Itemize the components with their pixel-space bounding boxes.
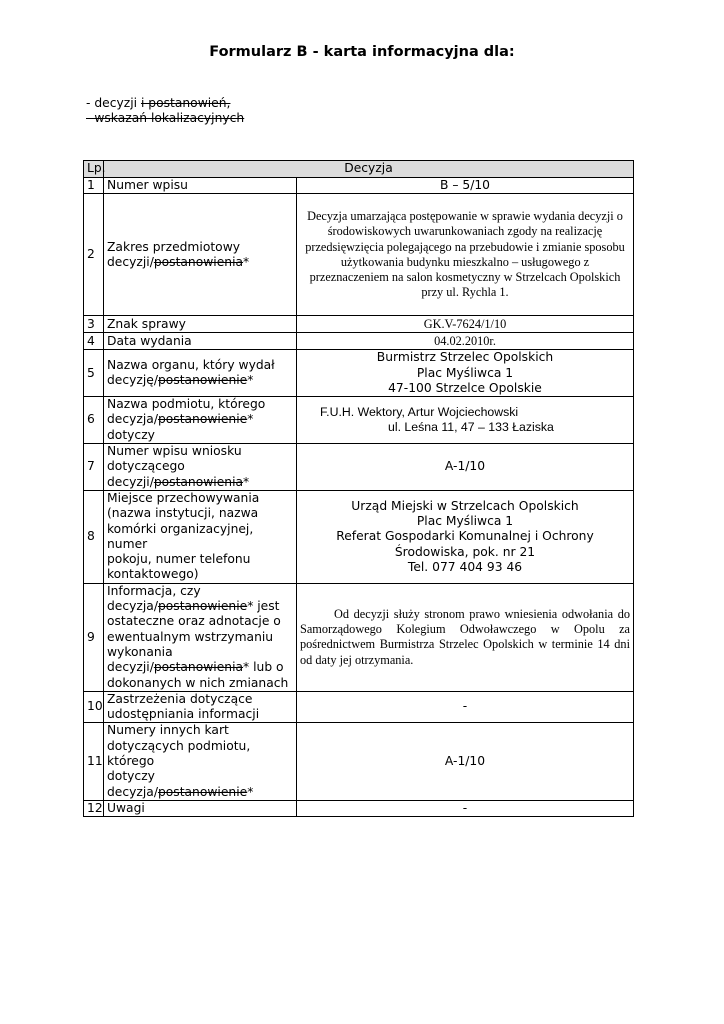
label-struck-text: postanowienie [157, 412, 248, 427]
value-line: Środowiska, pok. nr 21 [394, 544, 536, 559]
row-label [104, 397, 297, 444]
label-text: * [247, 412, 254, 427]
label-struck-text: postanowienie [157, 599, 248, 614]
label-line: pokoju, numer telefonu [107, 552, 251, 567]
label-text: ostateczne oraz adnotacje o [107, 614, 281, 629]
label-text: dokonanych w nich zmianach [107, 675, 289, 690]
header-decision: Decyzja [104, 161, 634, 178]
label-text: decyzja/ [107, 599, 158, 614]
row-value [297, 583, 634, 691]
table-row [84, 194, 634, 316]
value-line: Burmistrz Strzelec Opolskich [376, 350, 554, 365]
label-text: Nazwa organu, który wydał [107, 357, 275, 372]
row-value: 04.02.2010r. [297, 333, 634, 350]
doc-type-location-struck: - wskazań lokalizacyjnych [86, 111, 245, 125]
label-text: Zakres przedmiotowy [107, 239, 241, 254]
label-line: kontaktowego) [107, 567, 199, 582]
label-line: Miejsce przechowywania [107, 490, 260, 505]
label-text: * lub o [243, 660, 284, 675]
row-label [104, 490, 297, 583]
label-text: decyzja/ [107, 412, 158, 427]
row-number: 6 [84, 397, 104, 444]
row-label: Data wydania [104, 333, 297, 350]
row-label [104, 194, 297, 316]
label-text: decyzji/ [107, 660, 154, 675]
label-struck-text: postanowienie [158, 373, 248, 388]
label-text: dotyczy [107, 769, 155, 784]
row-value: Decyzja umarzająca postępowanie w sprawie wydania decyzji o środowiskowych uwarunkowaniach zgody na realizację przedsięwzięcia polegającego na przebudowie i zmianie sposobu użytkowania budynku mieszkalno – usługowego z przeznaczeniem na salon kosmetyczny w Strzelcach Opolskich przy ul. Rychla 1. [297, 194, 634, 316]
form-title: Formularz B - karta informacyjna dla: [209, 44, 515, 60]
information-card-table [83, 160, 634, 817]
label-text: decyzji/ [107, 474, 154, 489]
row-number: 11 [84, 723, 104, 800]
row-value: A-1/10 [297, 723, 634, 800]
row-number: 9 [84, 583, 104, 691]
value-line: Urząd Miejski w Strzelcach Opolskich [351, 498, 579, 513]
row-number: 4 [84, 333, 104, 350]
label-struck-text: postanowienia [153, 254, 244, 269]
label-struck-text: postanowienia [153, 474, 244, 489]
row-value [297, 397, 634, 444]
row-label [104, 444, 297, 491]
table-row [84, 490, 634, 583]
row-number: 2 [84, 194, 104, 316]
row-value [297, 350, 634, 397]
label-text: wykonania [107, 644, 173, 659]
table-row [84, 316, 634, 333]
value-line: ul. Leśna 11, 47 – 133 Łaziska [388, 420, 554, 435]
label-line: Zastrzeżenia dotyczące [107, 691, 253, 706]
label-text: dotyczy [107, 427, 155, 442]
label-struck-text: postanowienie [157, 784, 248, 799]
label-text: decyzję/ [107, 373, 158, 388]
label-line: (nazwa instytucji, nazwa [107, 506, 259, 521]
table-row [84, 723, 634, 800]
row-value: - [297, 691, 634, 723]
label-text: decyzji/ [107, 254, 154, 269]
label-text: * [243, 474, 250, 489]
doc-type-decisions-label: - decyzji [86, 96, 138, 110]
label-text: * [247, 784, 254, 799]
row-label [104, 723, 297, 800]
label-text: decyzja/ [107, 784, 158, 799]
value-line: Tel. 077 404 93 46 [407, 559, 523, 574]
label-text: dotyczących podmiotu, którego [107, 738, 251, 769]
doc-type-resolutions-struck: i postanowień, [140, 96, 231, 110]
label-line: udostępniania informacji [107, 707, 260, 722]
row-value [297, 490, 634, 583]
row-number: 1 [84, 178, 104, 194]
row-number: 8 [84, 490, 104, 583]
row-label: Numer wpisu [104, 178, 297, 194]
label-text: ewentualnym wstrzymaniu [107, 629, 274, 644]
table-row [84, 583, 634, 691]
row-number: 5 [84, 350, 104, 397]
value-line: 47-100 Strzelce Opolskie [388, 380, 542, 395]
row-value: A-1/10 [297, 444, 634, 491]
row-number: 12 [84, 800, 104, 816]
value-line: Plac Myśliwca 1 [416, 365, 514, 380]
label-text: Numery innych kart [107, 723, 229, 738]
value-line: Referat Gospodarki Komunalnej i Ochrony [336, 529, 594, 544]
table-row [84, 444, 634, 491]
label-text: dotyczącego [107, 459, 185, 474]
label-text: * jest [247, 599, 280, 614]
row-label [104, 350, 297, 397]
row-number: 7 [84, 444, 104, 491]
row-label: Znak sprawy [104, 316, 297, 333]
doc-type-decisions [86, 96, 244, 111]
label-line: komórki organizacyjnej, numer [107, 521, 254, 551]
row-value: - [297, 800, 634, 816]
value-line: F.U.H. Wektory, Artur Wojciechowski [320, 404, 519, 419]
table-row [84, 691, 634, 723]
table-row [84, 350, 634, 397]
row-value: B – 5/10 [297, 178, 634, 194]
row-number: 10 [84, 691, 104, 723]
label-text: * [243, 254, 250, 269]
header-lp: Lp. [84, 161, 104, 178]
label-text: Informacja, czy [107, 583, 201, 598]
row-label: Uwagi [104, 800, 297, 816]
table-row [84, 333, 634, 350]
row-value: GK.V-7624/1/10 [297, 316, 634, 333]
row-label [104, 583, 297, 691]
label-struck-text: postanowienia [153, 660, 244, 675]
label-text: * [247, 373, 254, 388]
document-type-list [86, 96, 244, 126]
value-text: Od decyzji służy stronom prawo wniesienia odwołania do Samorządowego Kolegium Odwoławczego w Opolu za pośrednictwem Burmistrza Strzelec Opolskich w terminie 14 dni od daty jej otrzymania. [300, 606, 630, 667]
label-text: Numer wpisu wniosku [107, 444, 242, 459]
table-header-row [84, 161, 634, 178]
table-row [84, 178, 634, 194]
label-text: Nazwa podmiotu, którego [107, 397, 266, 412]
row-label [104, 691, 297, 723]
value-line: Plac Myśliwca 1 [416, 513, 514, 528]
row-number: 3 [84, 316, 104, 333]
table-row [84, 397, 634, 444]
table-row [84, 800, 634, 816]
